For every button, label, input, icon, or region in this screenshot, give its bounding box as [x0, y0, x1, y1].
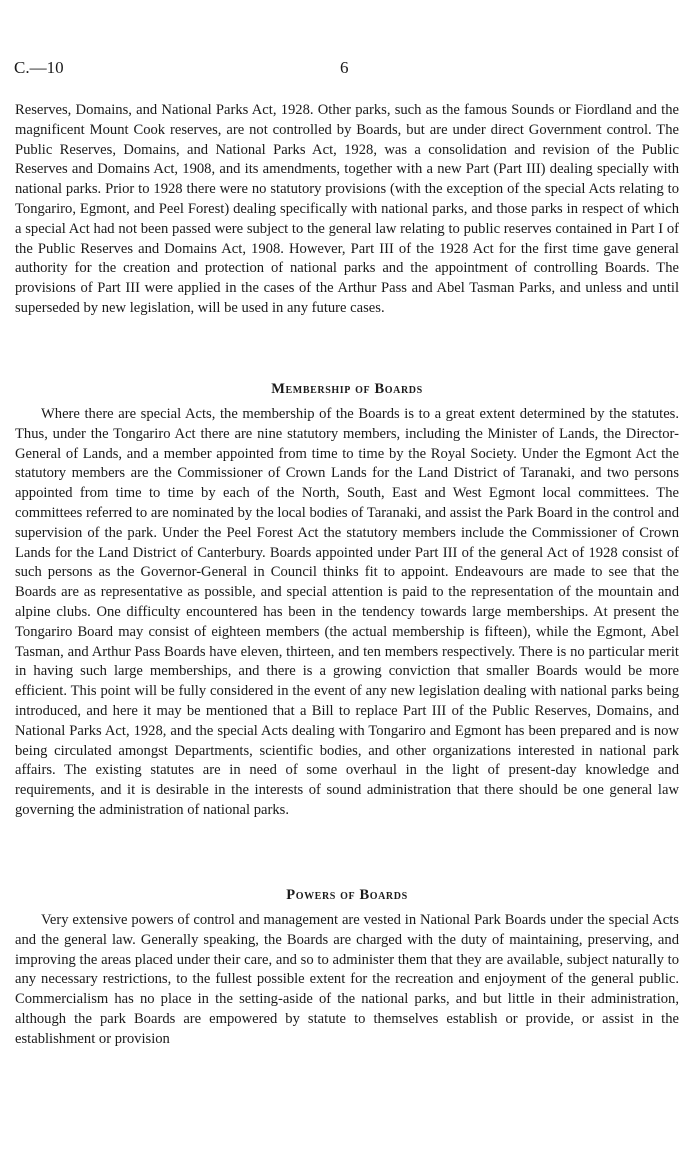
continuation-paragraph: Reserves, Domains, and National Parks Act, 1928. Other parks, such as the famous Sounds or Fiordland and the magnificent Mount Cook reserves, are not controlled by Boards, but are under direct Government control. The Public Reserves, Domains, and National Parks Act, 1928, was a consolidation and revision of the Public Reserves and Domains Act, 1908, and its amendments, together with a new Part (Part III) dealing specially with national parks. Prior to 1928 there were no statutory provisions (with the exception of the special Acts relating to Tongariro, Egmont, and Peel Forest) dealing specifically with national parks, and those parks in respect of which a special Act had not been passed were subject to the general law relating to public reserves contained in Part I of the Public Reserves and Domains Act, 1908. However, Part III of the 1928 Act for the first time gave general authority for the creation and protection of national parks and the appointment of controlling Boards. The provisions of Part III were applied in the cases of the Arthur Pass and Abel Tasman Parks, and unless and until superseded by new legislation, will be used in any future cases.: [15, 102, 679, 316]
document-reference: C.—10: [14, 58, 64, 77]
powers-heading: Powers of Boards: [286, 887, 408, 903]
membership-heading: Membership of Boards: [271, 381, 423, 397]
page-header: [14, 58, 680, 82]
powers-paragraph: Very extensive powers of control and management are vested in National Park Boards under the special Acts and the general law. Generally speaking, the Boards are charged with the duty of maintaining, preserving, and improving the areas placed under their care, and so to administer them that they are available, subject naturally to any necessary restrictions, to the fullest possible extent for the recreation and enjoyment of the general public. Commercialism has no place in the setting-aside of the national parks, and but little in their administration, although the park Boards are empowered by statute to themselves establish or provide, or assist in the establishment or provision: [15, 912, 679, 1047]
membership-paragraph: Where there are special Acts, the membership of the Boards is to a great extent determined by the statutes. Thus, under the Tongariro Act there are nine statutory members, including the Minister of Lands, the Director-General of Lands, and a member appointed from time to time by the Royal Society. Under the Egmont Act the statutory members are the Commissioner of Crown Lands for the Land District of Taranaki, and two persons appointed from time to time by each of the North, South, East and West Egmont local committees. The committees referred to are nominated by the local bodies of Taranaki, and assist the Park Board in the control and supervision of the park. Under the Peel Forest Act the statutory members include the Commissioner of Crown Lands for the Land District of Canterbury. Boards appointed under Part III of the general Act of 1928 consist of such persons as the Governor-General in Council thinks fit to appoint. Endeavours are made to see that the Boards are as representative as possible, and special attention is paid to the representation of the mountain and alpine clubs. One difficulty encountered has been in the tendency towards large memberships. At present the Tongariro Board may consist of eighteen members (the actual membership is fifteen), while the Egmont, Abel Tasman, and Arthur Pass Boards have eleven, thirteen, and ten members respectively. There is no particular merit in having such large memberships, and there is a growing conviction that smaller Boards would be more efficient. This point will be fully considered in the event of any new legislation dealing with national parks being introduced, and here it may be mentioned that a Bill to replace Part III of the Public Reserves, Domains, and National Parks Act, 1928, and the special Acts dealing with Tongariro and Egmont has been prepared and is now being circulated amongst Departments, scientific bodies, and other organizations interested in national park affairs. The existing statutes are in need of some overhaul in the light of present-day knowledge and requirements, and it is desirable in the interests of sound administration that there should be one general law governing the administration of national parks.: [15, 406, 679, 818]
page-number: 6: [340, 58, 349, 77]
